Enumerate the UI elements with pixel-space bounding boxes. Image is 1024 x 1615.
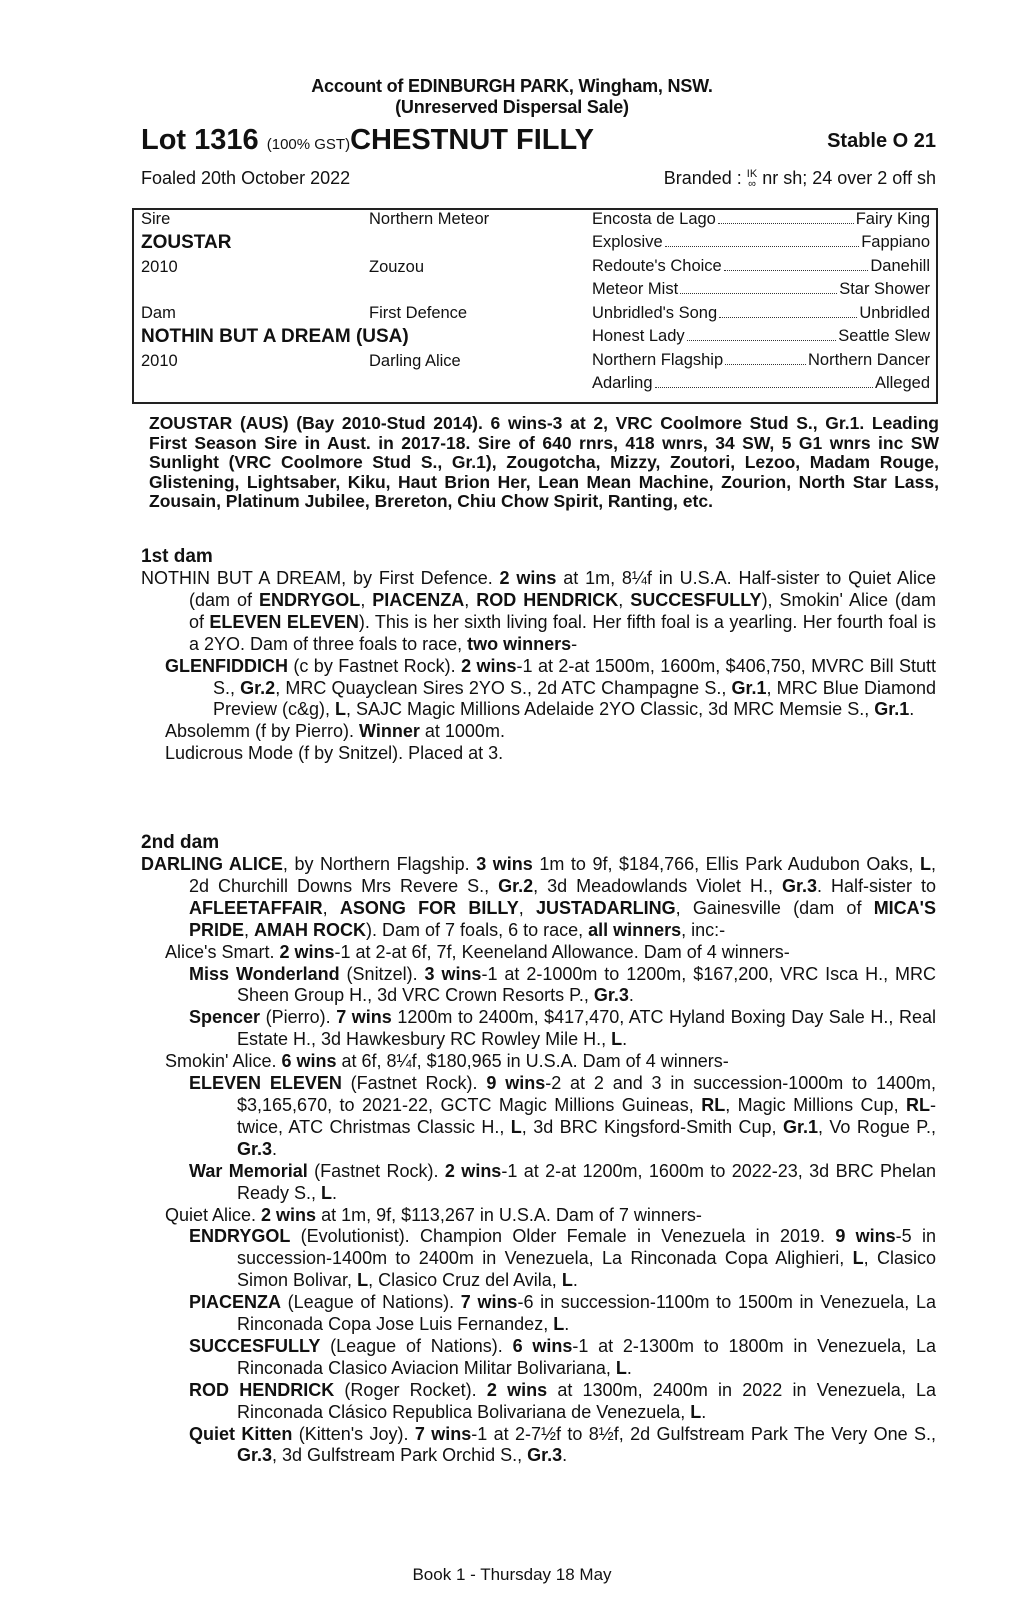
first-dam-heading: 1st dam	[141, 546, 213, 567]
ancestor-sire: Fappiano	[861, 233, 930, 251]
ancestor-name: Redoute's Choice	[592, 257, 722, 275]
lot-description: CHESTNUT FILLY	[350, 124, 594, 156]
race-record-paragraph: Quiet Alice. 2 wins at 1m, 9f, $113,267 in U.S.A. Dam of 7 winners-	[165, 1204, 702, 1225]
race-record-paragraph: Alice's Smart. 2 wins-1 at 2-at 6f, 7f, Keeneland Allowance. Dam of 4 winners-	[165, 941, 790, 962]
ancestor-name: Unbridled's Song	[592, 304, 718, 322]
lot-title	[141, 124, 594, 157]
ancestor-name: Northern Flagship	[592, 351, 724, 369]
dispersal-line: (Unreserved Dispersal Sale)	[395, 97, 629, 117]
ancestor-sire: Danehill	[870, 257, 930, 275]
dot-leader	[680, 280, 837, 294]
brand-info	[664, 168, 936, 189]
dam-label: Dam	[141, 304, 176, 322]
page-footer: Book 1 - Thursday 18 May	[412, 1565, 612, 1584]
brand-suffix: nr sh; 24 over 2 off sh	[762, 168, 936, 188]
race-record-paragraph: ROD HENDRICK (Roger Rocket). 2 wins at 1300m, 2400m in 2022 in Venezuela, La Rinconada Clásico Republica Bolivariana de Venezuela, L.	[189, 1379, 936, 1422]
sire-year: 2010	[141, 258, 178, 276]
sire-label: Sire	[141, 210, 171, 228]
ancestor-name: Encosta de Lago	[592, 210, 716, 228]
race-record-paragraph: DARLING ALICE, by Northern Flagship. 3 wins 1m to 9f, $184,766, Ellis Park Audubon Oaks, L, 2d Churchill Downs Mrs Revere S., Gr.2, 3d Meadowlands Violet H., Gr.3. Half-sister to AFLEETAFFAIR, ASONG FOR BILLY, JUSTADARLING, Gainesville (dam of MICA'S PRIDE, AMAH ROCK). Dam of 7 foals, 6 to race, all winners, inc:-	[141, 854, 937, 940]
sire-summary: ZOUSTAR (AUS) (Bay 2010-Stud 2014). 6 wins-3 at 2, VRC Coolmore Stud S., Gr.1. Leading First Season Sire in Aust. in 2017-18. Sire of 640 rnrs, 418 wnrs, 34 SW, 5 G1 wnrs inc SW Sunlight (VRC Coolmore Stud S., Gr.1), Zougotcha, Mizzy, Zoutori, Lezoo, Madam Rouge, Glistening, Lightsaber, Kiku, Haut Brion Her, Lean Mean Machine, Zourion, North Star Lass, Zousain, Platinum Jubilee, Brereton, Chiu Chow Spirit, Ranting, etc.	[149, 413, 939, 512]
sire-dam: Zouzou	[369, 258, 425, 276]
dot-leader	[724, 257, 869, 271]
race-record-paragraph: War Memorial (Fastnet Rock). 2 wins-1 at 2-at 1200m, 1600m to 2022-23, 3d BRC Phelan Ready S., L.	[189, 1160, 936, 1203]
ancestor-name: Meteor Mist	[592, 280, 679, 298]
ancestor-sire: Fairy King	[855, 210, 930, 228]
ancestor-sire: Seattle Slew	[838, 327, 930, 345]
brand-mark	[747, 169, 757, 189]
dot-leader	[725, 351, 806, 365]
race-record-paragraph: Spencer (Pierro). 7 wins 1200m to 2400m, $417,470, ATC Hyland Boxing Day Sale H., Real Estate H., 3d Hawkesbury RC Rowley Mile H., L.	[189, 1007, 936, 1050]
foaled-date: Foaled 20th October 2022	[141, 168, 351, 188]
first-dam-body	[141, 568, 936, 765]
pedigree-ancestor-row	[592, 280, 930, 299]
ancestor-name: Explosive	[592, 233, 663, 251]
ancestor-sire: Unbridled	[859, 304, 930, 322]
pedigree-ancestor-row	[592, 351, 930, 370]
race-record-paragraph: Ludicrous Mode (f by Snitzel). Placed at 3.	[165, 743, 504, 764]
dam-dam: Darling Alice	[369, 352, 461, 370]
pedigree-ancestor-row	[592, 374, 930, 393]
dam-name: NOTHIN BUT A DREAM (USA)	[141, 326, 409, 347]
ancestor-sire: Northern Dancer	[808, 351, 930, 369]
pedigree-box	[132, 208, 938, 404]
brand-mark-top: IK	[746, 168, 758, 181]
lot-number: Lot 1316	[141, 124, 259, 156]
ancestor-name: Adarling	[592, 374, 653, 392]
sire-sire: Northern Meteor	[369, 210, 490, 228]
race-record-paragraph: PIACENZA (League of Nations). 7 wins-6 in succession-1100m to 1500m in Venezuela, La Rinconada Copa Jose Luis Fernandez, L.	[189, 1292, 936, 1335]
race-record-paragraph: GLENFIDDICH (c by Fastnet Rock). 2 wins-1 at 2-at 1500m, 1600m, $406,750, MVRC Bill Stutt S., Gr.2, MRC Quayclean Sires 2YO S., 2d ATC Champagne S., Gr.1, MRC Blue Diamond Preview (c&g), L, SAJC Magic Millions Adelaide 2YO Classic, 3d MRC Memsie S., Gr.1.	[165, 655, 937, 720]
dot-leader	[719, 304, 857, 318]
second-dam-heading: 2nd dam	[141, 832, 220, 853]
gst-note: (100% GST)	[266, 136, 351, 153]
race-record-paragraph: Absolemm (f by Pierro). Winner at 1000m.	[165, 721, 505, 742]
ancestor-name: Honest Lady	[592, 327, 685, 345]
second-dam-body	[141, 854, 936, 1467]
lot-line	[141, 124, 936, 158]
race-record-paragraph: ENDRYGOL (Evolutionist). Champion Older Female in Venezuela in 2019. 9 wins-5 in succession-1400m to 2400m in Venezuela, La Rinconada Copa Alighieri, L, Clasico Simon Bolivar, L, Clasico Cruz del Avila, L.	[189, 1226, 936, 1291]
foaled-line	[141, 168, 936, 189]
dot-leader	[655, 374, 873, 388]
dam-sire: First Defence	[369, 304, 468, 322]
dot-leader	[687, 327, 837, 341]
ancestor-sire: Alleged	[874, 374, 930, 392]
pedigree-ancestor-row	[592, 257, 930, 276]
dot-leader	[665, 233, 860, 247]
pedigree-ancestor-row	[592, 327, 930, 346]
pedigree-ancestor-row	[592, 304, 930, 323]
dam-year: 2010	[141, 352, 178, 370]
sire-name: ZOUSTAR	[141, 232, 232, 253]
race-record-paragraph: Smokin' Alice. 6 wins at 6f, 8¼f, $180,965 in U.S.A. Dam of 4 winners-	[165, 1051, 729, 1072]
pedigree-ancestor-row	[592, 233, 930, 252]
dot-leader	[718, 210, 854, 224]
race-record-paragraph: Quiet Kitten (Kitten's Joy). 7 wins-1 at 2-7½f to 8½f, 2d Gulfstream Park The Very One S., Gr.3, 3d Gulfstream Park Orchid S., Gr.3.	[189, 1423, 937, 1466]
ancestor-sire: Star Shower	[839, 280, 930, 298]
stable-label: Stable O 21	[827, 130, 936, 152]
brand-prefix: Branded :	[663, 168, 742, 188]
race-record-paragraph: ELEVEN ELEVEN (Fastnet Rock). 9 wins-2 at 2 and 3 in succession-1000m to 1400m, $3,165,670, to 2021-22, GCTC Magic Millions Guineas, RL, Magic Millions Cup, RL-twice, ATC Christmas Classic H., L, 3d BRC Kingsford-Smith Cup, Gr.1, Vo Rogue P., Gr.3.	[189, 1073, 936, 1159]
race-record-paragraph: Miss Wonderland (Snitzel). 3 wins-1 at 2-1000m to 1200m, $167,200, VRC Isca H., MRC Sheen Group H., 3d VRC Crown Resorts P., Gr.3.	[189, 963, 936, 1006]
race-record-paragraph: SUCCESFULLY (League of Nations). 6 wins-1 at 2-1300m to 1800m in Venezuela, La Rinconada Clasico Aviacion Militar Bolivariana, L.	[189, 1335, 936, 1378]
brand-mark-bottom: ∞	[748, 178, 756, 191]
race-record-paragraph: NOTHIN BUT A DREAM, by First Defence. 2 wins at 1m, 8¼f in U.S.A. Half-sister to Quiet Alice (dam of ENDRYGOL, PIACENZA, ROD HENDRICK, SUCCESFULLY), Smokin' Alice (dam of ELEVEN ELEVEN). This is her sixth living foal. Her fifth foal is a yearling. Her fourth foal is a 2YO. Dam of three foals to race, two winners-	[141, 568, 936, 654]
account-line: Account of EDINBURGH PARK, Wingham, NSW.	[311, 76, 713, 96]
pedigree-ancestor-row	[592, 210, 930, 229]
